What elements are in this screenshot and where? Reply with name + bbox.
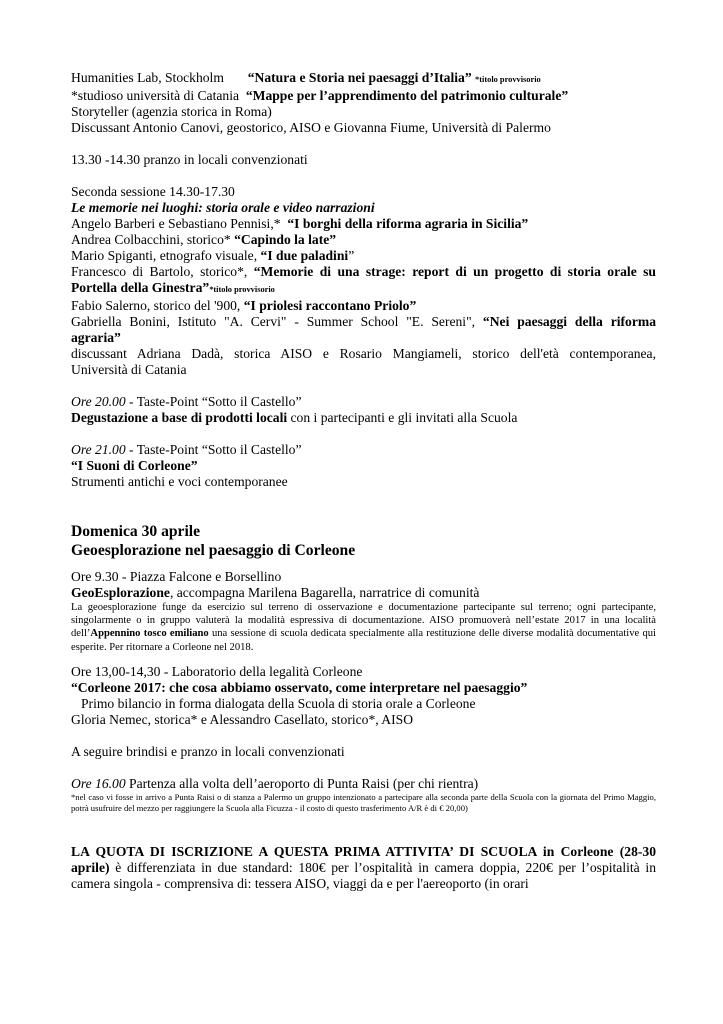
lab-sub: Primo bilancio in forma dialogata della Scuola di storia orale a Corleone (81, 695, 476, 711)
evening2-title: “I Suoni di Corleone” (71, 458, 198, 473)
desc-part: La geoesplorazione funge da esercizio sul terreno di osservazione e documentazione partecipante sul terreno; ogni partecipante, singolarmente o in gruppo valuterà la modalità espressiva di documentazione. AISO promuoverà nell’estate 2017 in una località dell’ (71, 602, 656, 640)
fee-paragraph (71, 844, 656, 892)
talk-title: “Memorie di una strage: report di un progetto di storia orale su (253, 264, 656, 279)
session2-talk-5 (71, 298, 656, 314)
geo-title: GeoEsplorazione (71, 585, 170, 600)
talk-title: “Nei paesaggi della riforma (482, 314, 657, 329)
desc-part: una sessione di scuola dedicata specialmente alla restituzione delle diverse modalità documentative qui esperite. Per ritornare a Corleone nel 2018. (71, 628, 657, 653)
departure-desc: Partenza alla volta dell’aeroporto di Punta Raisi (per chi rientra) (125, 775, 479, 791)
lab-title: “Corleone 2017: che cosa abbiamo osservato, come interpretare nel paesaggio” (71, 679, 528, 695)
document-page (71, 70, 656, 892)
lunch-saturday: 13.30 -14.30 pranzo in locali convenzionati (71, 152, 308, 167)
speaker: Fabio Salerno, storico del '900, (71, 298, 241, 313)
evening1-event (71, 410, 656, 426)
provisional-note: *titolo provvisorio (209, 285, 275, 294)
evening1-time (71, 394, 656, 410)
after-lab: A seguire brindisi e pranzo in locali convenzionati (71, 743, 345, 759)
session2-talk-3 (71, 248, 656, 264)
place: - Taste-Point “Sotto il Castello” (125, 442, 302, 457)
session2-subtitle: Le memorie nei luoghi: storia orale e video narrazioni (71, 200, 375, 215)
session2-talk-4-cont (71, 280, 656, 298)
lab-people: Gloria Nemec, storica* e Alessandro Casellato, storico*, AISO (71, 711, 414, 727)
session1-line-2 (71, 88, 656, 104)
talk-title-cont: Portella della Ginestra” (71, 280, 210, 295)
speaker: Andrea Colbacchini, storico* (71, 232, 231, 247)
day-subheading: Geoesplorazione nel paesaggio di Corleone (71, 542, 356, 559)
place: - Taste-Point “Sotto il Castello” (125, 394, 302, 409)
session2-talk-6 (71, 314, 656, 330)
fee-title: LA QUOTA DI ISCRIZIONE A QUESTA PRIMA ATTIVITA’ DI SCUOLA in Corleone (28-30 aprile) (71, 844, 656, 876)
talk-title: “I due paladini (260, 248, 349, 263)
session1-discussant: Discussant Antonio Canovi, geostorico, AISO e Giovanna Fiume, Università di Palermo (71, 120, 551, 135)
session2-talk-6-cont: agraria” (71, 330, 121, 345)
provisional-note: *titolo provvisorio (475, 75, 541, 84)
closing-quote: ” (348, 248, 355, 263)
session1-line-1 (71, 70, 656, 88)
talk-title: “Natura e Storia nei paesaggi d’Italia” (247, 70, 472, 85)
geo-rest: , accompagna Marilena Bagarella, narratrice di comunità (169, 585, 480, 600)
speaker: Mario Spiganti, etnografo visuale, (71, 248, 258, 263)
session2-talk-2 (71, 232, 656, 248)
speaker: Gabriella Bonini, Istituto "A. Cervi" - Summer School "E. Sereni", (71, 314, 476, 329)
speaker: Francesco di Bartolo, storico*, (71, 264, 248, 279)
talk-title: “Mappe per l’apprendimento del patrimonio culturale” (245, 88, 569, 103)
talk-title: “I priolesi raccontano Priolo” (243, 298, 417, 313)
evening2-time (71, 442, 656, 458)
time: Ore 20.00 (71, 394, 126, 409)
event-title: Degustazione a base di prodotti locali (71, 410, 288, 425)
speaker: Angelo Barberi e Sebastiano Pennisi,* (71, 216, 281, 231)
sunday-time-1: Ore 9.30 - Piazza Falcone e Borsellino (71, 569, 282, 584)
session1-line-3: Storyteller (agenzia storica in Roma) (71, 104, 272, 119)
talk-title: “I borghi della riforma agraria in Sicilia” (287, 216, 529, 231)
time: Ore 21.00 (71, 442, 126, 457)
session2-header: Seconda sessione 14.30-17.30 (71, 184, 235, 199)
geo-description (71, 601, 656, 654)
session2-talk-4 (71, 264, 656, 280)
fee-text: è differenziata in due standard: 180€ per l’ospitalità in camera doppia, 220€ per l’ospitalità in camera singola - comprensiva di: tessera AISO, viaggi da e per l'aereoporto (in orari (71, 860, 656, 892)
geo-title-line (71, 585, 656, 601)
desc-bold: Appennino tosco emiliano (90, 628, 209, 640)
session2-discussant-cont: Università di Catania (71, 362, 187, 377)
talk-title: “Capindo la late” (234, 232, 337, 247)
speaker: *studioso università di Catania (71, 88, 240, 103)
departure-note: *nel caso vi fosse in arrivo a Punta Raisi o di stanza a Palermo un gruppo intenzionato a partecipare alla seconda parte della Scuola con la giornata del Primo Maggio, potrà usufruire del mezzo per raggiungere la Scuola alla Ficuzza - il costo di questo trasferimento A/R è di € 20,00) (71, 791, 656, 814)
affiliation: Humanities Lab, Stockholm (71, 70, 224, 85)
session2-talk-1 (71, 216, 656, 232)
session2-discussant: discussant Adriana Dadà, storica AISO e Rosario Mangiameli, storico dell'età contemporanea, (71, 346, 656, 361)
evening2-sub: Strumenti antichi e voci contemporanee (71, 474, 288, 489)
time: Ore 16.00 (71, 775, 126, 791)
sunday-time-2: Ore 13,00-14,30 - Laboratorio della legalità Corleone (71, 663, 363, 679)
departure (71, 776, 656, 792)
event-desc: con i partecipanti e gli invitati alla Scuola (287, 410, 518, 425)
day-heading: Domenica 30 aprile (71, 523, 201, 540)
